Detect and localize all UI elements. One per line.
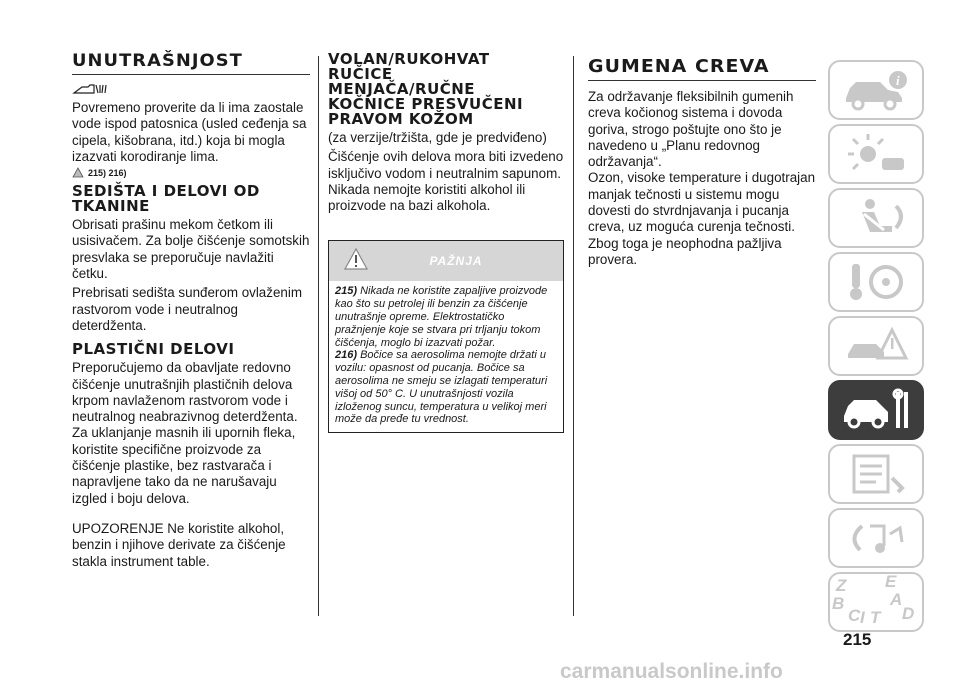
section-title-unutrasnjost: UNUTRAŠNJOST — [72, 51, 243, 71]
paragraph: Ozon, visoke temperature i dugotrajan manjak tečnosti u sistemu mogu dovesti do stvrdnjavanja i pucanja creva, uz moguća curenja tečnosti. Zbog toga je neophodna pažljiva provera. — [588, 170, 816, 267]
tab-multimedia[interactable] — [828, 508, 924, 568]
warning-ref-numbers: 215) 216) — [88, 167, 127, 178]
svg-text:i: i — [896, 73, 900, 88]
paragraph: Čišćenje ovih delova mora biti izvedeno isključivo vodom i neutralnim sapunom. Nikada nemojte koristiti alkohol ili proizvode na bazi alkohola. — [328, 149, 564, 214]
warning-box — [328, 240, 564, 433]
page-number: 215 — [843, 630, 872, 649]
car-wrench-icon — [840, 388, 912, 432]
heading-volan — [328, 52, 564, 127]
warning-triangle-icon — [343, 247, 369, 271]
spec-list-icon — [840, 452, 912, 496]
paragraph: Obrisati prašinu mekom četkom ili usisivačem. Za bolje čišćenje somotskih presvlaka se preporučuje navlažiti četku. — [72, 217, 310, 282]
warning-item — [335, 349, 557, 426]
warning-body — [329, 281, 563, 432]
tab-specs[interactable] — [828, 444, 924, 504]
index-letter: C — [848, 606, 861, 625]
tab-car-info[interactable] — [828, 60, 924, 120]
column-1 — [72, 52, 310, 570]
dashboard-lights-icon — [840, 132, 912, 176]
tab-safety[interactable] — [828, 188, 924, 248]
index-letter: E — [885, 572, 897, 591]
airbag-seat-icon — [840, 196, 912, 240]
column-2 — [328, 52, 564, 433]
title-rule — [588, 80, 816, 81]
paragraph: Povremeno proverite da li ima zaostale vode ispod patosnica (usled ceđenja sa cipela, kišobrana, itd.) koja bi mogla izazvati korodiranje lima. — [72, 100, 307, 164]
heading-line: KOČNICE PRESVUČENI — [328, 95, 524, 113]
heading-line: PRAVOM KOŽOM — [328, 110, 474, 128]
column-divider — [318, 56, 319, 616]
steering-key-icon — [840, 260, 912, 304]
index-letter: T — [870, 608, 881, 627]
warning-icons — [72, 79, 310, 97]
heading-line: VOLAN/RUKOHVAT — [328, 50, 490, 68]
index-letter: D — [902, 604, 915, 623]
paragraph: (za verzije/tržišta, gde je predviđeno) — [328, 130, 547, 145]
tab-starting[interactable] — [828, 252, 924, 312]
warning-header — [329, 241, 563, 281]
paragraph: Preporučujemo da obavljate redovno čišćenje unutrašnjih plastičnih delova krpom navlaženom rastvorom vode i neutralnog neabrazivnog deterdženta. Za uklanjanje masnih ili upornih fleka, koristite specifične proizvode za čišćenje plastike, bez rastvarača i napravljene tako da ne narušavaju izgled i boju delova. — [72, 360, 298, 506]
warning-number: 216) — [335, 349, 358, 362]
warning-title: PAŽNJA — [429, 254, 483, 269]
index-letter: B — [832, 594, 845, 613]
tab-index[interactable] — [828, 572, 924, 632]
title-rule — [72, 74, 310, 75]
index-letter: A — [890, 590, 903, 609]
oil-can-icon — [72, 81, 108, 97]
watermark: carmanualsonline.info — [560, 660, 783, 683]
warning-text: Bočice sa aerosolima nemojte držati u vozilu: opasnost od pucanja. Bočice sa aerosolima ne smeju se izlagati temperaturi višoj od 50° C. U unutrašnjosti vozila izloženog suncu, temperatura u velikoj meri može da pređe tu vrednost. — [335, 349, 548, 426]
tab-emergency[interactable] — [828, 316, 924, 376]
paragraph: Za održavanje fleksibilnih gumenih creva kočionog sistema i dovoda goriva, strogo poštujte ono što je navedeno u „Planu redovnog održavanja“. — [588, 89, 794, 170]
heading-sedista: SEDIŠTA I DELOVI OD TKANINE — [72, 182, 260, 216]
heading-line: RUČICE — [328, 65, 393, 83]
car-info-icon — [840, 68, 912, 112]
heading-line: MENJAČA/RUČNE — [328, 80, 476, 98]
paragraph-upozorenje: UPOZORENJE Ne koristite alkohol, benzin i njihove derivate za čišćenje stakla instrument table. — [72, 520, 286, 569]
section-title-gumena-creva: GUMENA CREVA — [588, 56, 770, 77]
tab-dashboard[interactable] — [828, 124, 924, 184]
warning-refs — [72, 167, 310, 178]
index-letter: I — [860, 608, 865, 627]
warning-triangle-icon — [72, 167, 84, 178]
warning-item — [335, 285, 557, 349]
heading-plasticni: PLASTIČNI DELOVI — [72, 340, 235, 359]
column-divider — [573, 56, 574, 616]
paragraph: Prebrisati sedišta sunđerom ovlaženim rastvorom vode i neutralnog deterdženta. — [72, 285, 302, 333]
index-letter: Z — [836, 576, 847, 595]
road-warning-icon — [840, 324, 912, 368]
tab-maintenance-active[interactable] — [828, 380, 924, 440]
warning-number: 215) — [335, 285, 358, 298]
multimedia-icon — [840, 516, 912, 560]
alphabet-index-icon — [830, 574, 922, 630]
warning-text: Nikada ne koristite zapaljive proizvode kao što su petrolej ili benzin za čišćenje unutrašnje opreme. Elektrostatičko pražnjenje koje se stvara pri trljanju tokom čišćenja, moglo bi izazvati požar. — [335, 285, 548, 349]
column-3 — [588, 52, 816, 268]
